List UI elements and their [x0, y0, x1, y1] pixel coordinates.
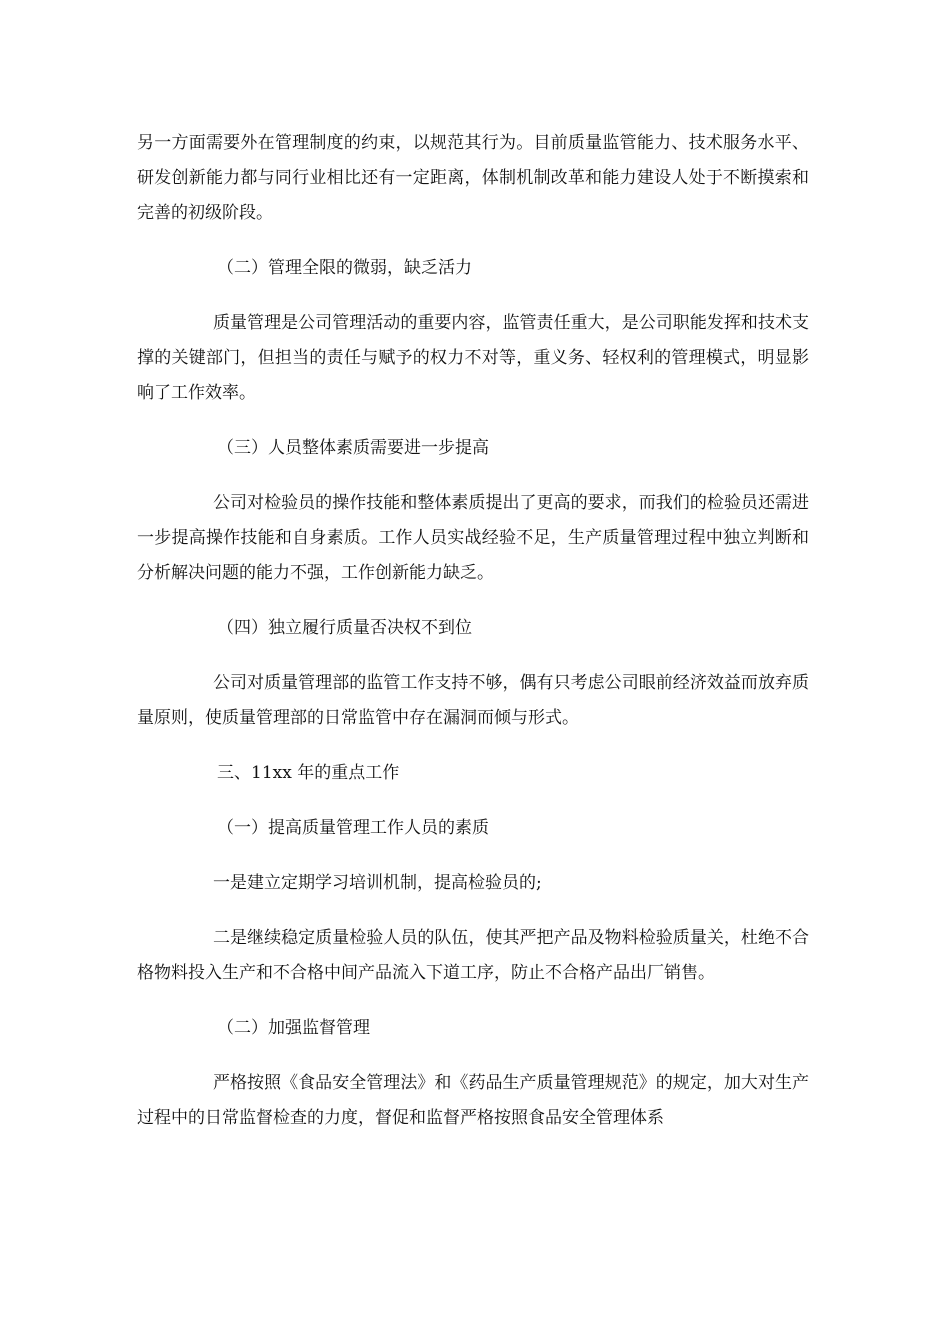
paragraph-stable-team: 二是继续稳定质量检验人员的队伍，使其严把产品及物料检验质量关，杜绝不合格物料投入生产和不合格中间产品流入下道工序，防止不合格产品出厂销售。 — [137, 928, 809, 983]
paragraph-regulations: 严格按照《食品安全管理法》和《药品生产质量管理规范》的规定，加大对生产过程中的日常监督检查的力度，督促和监督严格按照食品安全管理体系 — [137, 1073, 809, 1128]
subheading-strengthen-supervision: （二）加强监督管理 — [217, 1018, 370, 1038]
paragraph-training-mechanism: 一是建立定期学习培训机制，提高检验员的; — [213, 873, 542, 893]
paragraph-continued: 另一方面需要外在管理制度的约束，以规范其行为。目前质量监管能力、技术服务水平、研发创新能力都与同行业相比还有一定距离，体制机制改革和能力建设人处于不断摸索和完善的初级阶段。 — [137, 133, 809, 223]
document-page — [137, 126, 809, 1156]
section-heading-key-work: 三、11xx 年的重点工作 — [217, 763, 400, 783]
subheading-improve-staff: （一）提高质量管理工作人员的素质 — [217, 818, 489, 838]
subheading-staff-quality: （三）人员整体素质需要进一步提高 — [217, 438, 489, 458]
paragraph-quality-management: 质量管理是公司管理活动的重要内容，监管责任重大，是公司职能发挥和技术支撑的关键部门，但担当的责任与赋予的权力不对等，重义务、轻权利的管理模式，明显影响了工作效率。 — [137, 313, 809, 403]
subheading-management-authority: （二）管理全限的微弱，缺乏活力 — [217, 258, 472, 278]
paragraph-inspector-skills: 公司对检验员的操作技能和整体素质提出了更高的要求，而我们的检验员还需进一步提高操作技能和自身素质。工作人员实战经验不足，生产质量管理过程中独立判断和分析解决问题的能力不强，工作创新能力缺乏。 — [137, 493, 809, 583]
paragraph-supervision-support: 公司对质量管理部的监管工作支持不够，偶有只考虑公司眼前经济效益而放弃质量原则，使质量管理部的日常监管中存在漏洞而倾与形式。 — [137, 673, 809, 728]
subheading-veto-power: （四）独立履行质量否决权不到位 — [217, 618, 472, 638]
